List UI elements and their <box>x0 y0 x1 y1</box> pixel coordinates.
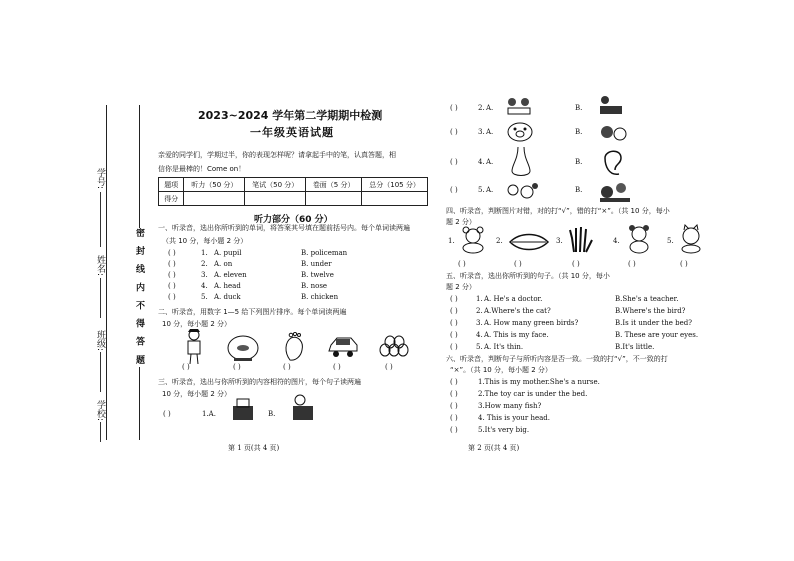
list-item <box>450 402 710 411</box>
page2-footer: 第 2 页(共 4 页) <box>468 444 520 452</box>
q4-note: 题 2 分） <box>446 218 476 226</box>
nose-picture <box>508 145 534 179</box>
q1-title: 一、听录音，选出你所听到的单词，将答案其号填在题前括号内。每个单词读两遍 <box>158 224 410 232</box>
q4-label-4: 4. <box>613 237 620 245</box>
q5-list <box>450 295 710 355</box>
answer-paren[interactable]: ( ) <box>450 402 458 410</box>
q2-note: 10 分，每小题 2 分） <box>162 320 232 328</box>
answer-paren[interactable]: ( ) <box>450 158 458 166</box>
answer-paren[interactable]: ( ) <box>168 293 176 301</box>
policeman-picture <box>180 328 208 366</box>
item-number: 5. <box>478 186 485 194</box>
toy-box-with-animal-picture <box>290 394 316 422</box>
q3-note: 10 分，每小题 2 分） <box>162 390 232 398</box>
list-item <box>450 186 710 195</box>
list-item <box>450 158 710 167</box>
greeting-text: 亲爱的同学们，学期过半，你的表现怎样呢？请拿起手中的笔，认真答题，相信你是最棒的！Come on！ <box>158 151 396 173</box>
q6-list <box>450 378 710 438</box>
car-picture <box>326 333 360 361</box>
q1-note: （共 10 分，每小题 2 分） <box>162 237 248 245</box>
item-number: 2. <box>201 260 208 268</box>
class-line <box>100 352 101 392</box>
answer-paren[interactable]: ( ) <box>168 249 176 257</box>
score-cell-written[interactable] <box>245 192 306 206</box>
option-a: A. head <box>214 282 241 290</box>
q4-answer-blank[interactable]: ( ) <box>514 260 522 268</box>
option-b-label: B. <box>575 104 583 112</box>
score-header-listening: 听力（50 分） <box>184 178 245 192</box>
list-item <box>450 343 710 352</box>
score-header-item: 题项 <box>159 178 184 192</box>
farm-animals-picture-b <box>597 180 633 204</box>
option-a: A. on <box>214 260 233 268</box>
list-item <box>168 271 428 280</box>
option-a: A.Where's the cat? <box>484 307 551 315</box>
ear-picture <box>601 146 625 178</box>
list-item <box>168 249 428 258</box>
list-item <box>450 378 710 387</box>
animals-picture-b <box>597 94 625 116</box>
option-b: B.Where's the bird? <box>615 307 686 315</box>
answer-paren[interactable]: ( ) <box>450 426 458 434</box>
answer-paren[interactable]: ( ) <box>168 282 176 290</box>
option-b: B. twelve <box>301 271 334 279</box>
option-a: A. It's thin. <box>484 343 524 351</box>
item-number: 1. <box>476 295 483 303</box>
q4-title: 四、听录音，判断图片对错，对的打“√”，错的打“×”。（共 10 分，每小 <box>446 207 670 215</box>
mouth-picture <box>508 232 550 252</box>
item-number: 3. <box>478 128 485 136</box>
item-number: 4. <box>476 331 483 339</box>
q4-answer-blank[interactable]: ( ) <box>572 260 580 268</box>
option-b-label: B. <box>575 186 583 194</box>
toy-box-picture <box>230 396 256 422</box>
answer-paren[interactable]: ( ) <box>450 378 458 386</box>
q2-answer-blank[interactable]: ( ) <box>182 363 190 371</box>
student-id-line <box>100 192 101 247</box>
option-a: A. duck <box>214 293 241 301</box>
list-item <box>168 282 428 291</box>
list-item <box>168 260 428 269</box>
teddy-bear-picture <box>455 226 491 254</box>
q1-list <box>168 249 428 309</box>
sentence: 5.It's very big. <box>478 426 530 434</box>
answer-paren[interactable]: ( ) <box>450 414 458 422</box>
pig-picture <box>505 120 535 144</box>
list-item <box>450 307 710 316</box>
answer-paren[interactable]: ( ) <box>450 343 458 351</box>
item-number: 1. <box>201 249 208 257</box>
item-number: 3. <box>476 319 483 327</box>
fishbowl-picture <box>226 332 260 362</box>
item-number: 5. <box>201 293 208 301</box>
hand-picture <box>566 224 596 254</box>
sentence: 4. This is your head. <box>478 414 550 422</box>
option-a: A. pupil <box>214 249 242 257</box>
answer-paren[interactable]: ( ) <box>168 271 176 279</box>
q4-label-3: 3. <box>556 237 563 245</box>
q5-note: 题 2 分） <box>446 283 476 291</box>
option-a: A. How many green birds? <box>484 319 579 327</box>
cat-picture <box>676 224 706 254</box>
q6-note: “×”。（共 10 分，每小题 2 分） <box>450 366 552 374</box>
q2-answer-blank[interactable]: ( ) <box>333 363 341 371</box>
option-b: B.She's a teacher. <box>615 295 679 303</box>
answer-paren[interactable]: ( ) <box>450 331 458 339</box>
option-a-label: A. <box>486 158 494 166</box>
seal-line-text: 密 封 线 内 不 得 答 题 <box>134 228 144 367</box>
school-label: 学校: <box>95 400 105 422</box>
list-item <box>450 331 710 340</box>
animals-picture <box>505 94 533 116</box>
q3-answer-paren[interactable]: ( ) <box>163 410 171 418</box>
q4-answer-blank[interactable]: ( ) <box>628 260 636 268</box>
option-a-label: A. <box>486 104 494 112</box>
q6-title: 六、听录音，判断句子与所听内容是否一致。一致的打“√”，不一致的打 <box>446 355 668 363</box>
q5-title: 五、听录音，选出你所听到的句子。（共 10 分，每小 <box>446 272 610 280</box>
option-b-label: B. <box>575 128 583 136</box>
q4-answer-blank[interactable]: ( ) <box>458 260 466 268</box>
score-header-total: 总分（105 分） <box>362 178 428 192</box>
option-b: B. policeman <box>301 249 348 257</box>
animal-pair-picture <box>598 122 628 146</box>
item-number: 2. <box>476 307 483 315</box>
q4-label-1: 1. <box>448 237 455 245</box>
option-b: B. These are your eyes. <box>615 331 699 339</box>
list-item <box>168 293 428 302</box>
score-header-neatness: 卷面（5 分） <box>306 178 362 192</box>
answer-paren[interactable]: ( ) <box>168 260 176 268</box>
class-label: 班级: <box>95 330 105 352</box>
page1-footer: 第 1 页(共 4 页) <box>228 444 280 452</box>
exam-subtitle: 一年级英语试题 <box>250 126 334 139</box>
score-cell-total[interactable] <box>362 192 428 206</box>
school-line <box>100 422 101 442</box>
score-cell-listening[interactable] <box>184 192 245 206</box>
list-item <box>450 390 710 399</box>
listening-section-title: 听力部分（60 分） <box>254 215 333 225</box>
eggs-picture <box>378 334 412 360</box>
item-number: 3. <box>201 271 208 279</box>
name-line <box>100 278 101 318</box>
answer-paren[interactable]: ( ) <box>450 319 458 327</box>
sentence: 2.The toy car is under the bed. <box>478 390 588 398</box>
item-number: 4. <box>201 282 208 290</box>
bear-picture <box>624 224 654 254</box>
q4-label-5: 5. <box>667 237 674 245</box>
option-a-label: A. <box>486 128 494 136</box>
exam-title: 2023~2024 学年第二学期期中检测 <box>198 109 383 122</box>
score-header-written: 笔试（50 分） <box>245 178 306 192</box>
answer-paren[interactable]: ( ) <box>450 307 458 315</box>
q3-continued <box>450 100 710 200</box>
score-table <box>158 177 428 206</box>
list-item <box>450 319 710 328</box>
q2-answer-blank[interactable]: ( ) <box>283 363 291 371</box>
option-a: A. eleven <box>214 271 247 279</box>
q4-answer-blank[interactable]: ( ) <box>680 260 688 268</box>
foot-picture <box>282 332 308 362</box>
student-id-label: 学号: <box>95 168 105 190</box>
list-item <box>450 414 710 423</box>
answer-paren[interactable]: ( ) <box>450 104 458 112</box>
q2-title: 二、听录音，用数字 1—5 给下列图片排序。每个单词读两遍 <box>158 308 347 316</box>
option-b: B. under <box>301 260 332 268</box>
option-a: A. This is my face. <box>484 331 549 339</box>
q2-answer-blank[interactable]: ( ) <box>233 363 241 371</box>
list-item <box>450 104 710 113</box>
list-item <box>450 426 710 435</box>
option-b-label: B. <box>575 158 583 166</box>
option-b: B. chicken <box>301 293 339 301</box>
list-item <box>450 128 710 137</box>
list-item <box>450 295 710 304</box>
name-label: 姓名: <box>95 255 105 277</box>
answer-paren[interactable]: ( ) <box>450 128 458 136</box>
farm-animals-picture <box>505 180 541 204</box>
answer-paren[interactable]: ( ) <box>450 186 458 194</box>
sentence: 3.How many fish? <box>478 402 542 410</box>
item-number: 5. <box>476 343 483 351</box>
q2-answer-blank[interactable]: ( ) <box>385 363 393 371</box>
answer-paren[interactable]: ( ) <box>450 390 458 398</box>
q3-item-1b-label: B. <box>268 410 276 418</box>
q3-title: 三、听录音，选出与你所听到的内容相符的图片，每个句子读两遍 <box>158 378 361 386</box>
option-b: B.It's little. <box>615 343 655 351</box>
q3-item-1a-label: 1.A. <box>202 410 216 418</box>
item-number: 2. <box>478 104 485 112</box>
answer-paren[interactable]: ( ) <box>450 295 458 303</box>
option-b: B. nose <box>301 282 328 290</box>
option-a-label: A. <box>486 186 494 194</box>
option-b: B.Is it under the bed? <box>615 319 692 327</box>
score-cell-neatness[interactable] <box>306 192 362 206</box>
score-row-label: 得分 <box>159 192 184 206</box>
sentence: 1.This is my mother.She's a nurse. <box>478 378 600 386</box>
item-number: 4. <box>478 158 485 166</box>
option-a: A. He's a doctor. <box>484 295 543 303</box>
q4-label-2: 2. <box>496 237 503 245</box>
